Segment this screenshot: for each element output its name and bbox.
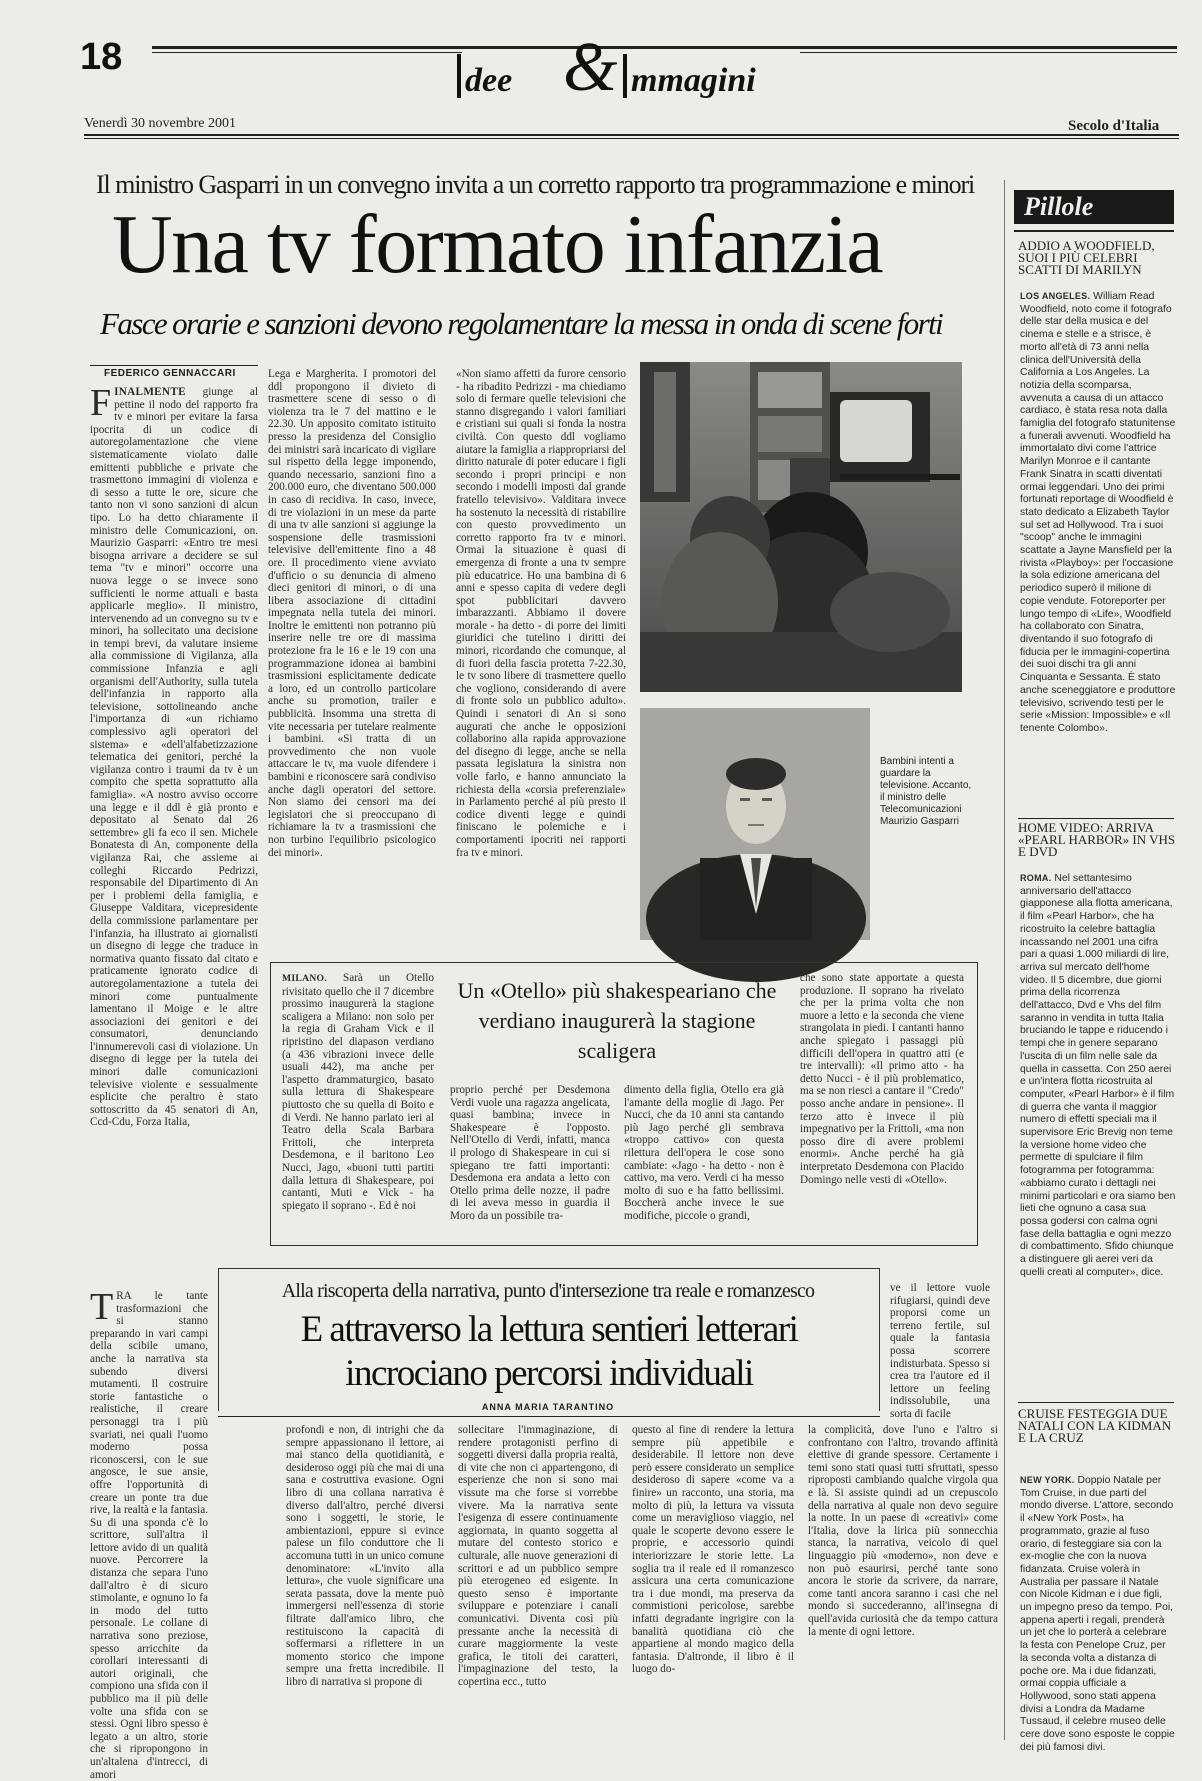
sidebar-divider-2 (1018, 1402, 1174, 1403)
otello-title: Un «Otello» più shakespeariano che verdiano inaugurerà la stagione scaligera (457, 978, 777, 1063)
section-logo-bar-i (457, 54, 461, 98)
otello-column-4 (800, 972, 964, 1240)
lettura-col3-text: sollecitare l'immaginazione, di rendere protagonisti perfino di soggetti diversi dalla propria realtà, di vite che non ci appartengono, di esperienze che non si sono mai vissute ma che forse si vorrebbe vivere. Ma la narrativa sente l'esigenza di essere continuamente aggiornata, in quanto soggetta al mutare del contesto storico e culturale, alle nuove generazioni di scrittori e ad un pubblico sempre più eterogeneo ed esigente. In questo senso è importante sviluppare e potenziare i canali comunicativi. Diventa così più pressante anche la necessità di curare maggiormente la veste grafica, le titoli dei caratteri, l'impaginazione del testo, la copertina ecc., tutto (458, 1424, 618, 1688)
newspaper-name: Secolo d'Italia (1068, 118, 1160, 134)
lettura-column-5-top (890, 1282, 990, 1420)
section-logo-bar-i2 (623, 54, 627, 98)
lettura-col5-top-text: ve il lettore vuole rifugiarsi, quindi deve proporsi come un terreno fertile, sul quale la fantasia possa scorrere indisturbata. Spesso si crea tra l'autore ed il lettore un feeling indissolubile, una sorta di facile (890, 1282, 990, 1420)
main-col2-text: Lega e Margherita. I promotori del ddl propongono il divieto di trasmettere scene di sesso o di violenza tra le 7 del mattino e le 22.30. Un apposito comitato istituito presso la presidenza del Consiglio dei ministri sarà incaricato di vigilare sul rispetto della legge imponendo, quando necessario, sanzioni fino a 200.000 euro, che diventano 500.000 in caso di recidiva. In caso, invece, di tre violazioni in un mese da parte di una tv alle sanzioni si aggiunge la sospensione delle trasmissioni televisive dell'emittente fino a 48 ore. Il procedimento viene avviato d'ufficio o su denuncia di almeno dieci genitori di minori, o di una libera associazione di cittadini impegnata nella tutela dei minori. Inoltre le emittenti non potranno più inserire nelle tre ore di massima protezione fra le 16 e le 19 con una programmazione idonea ai bambini trasmissioni esplicitamente dedicate a loro, ed un controllo particolare anche su promotion, trailer e pubblicità. Insomma una stretta di vite necessaria per tutelare realmente i bambini. «Si tratta di un provvedimento che non vuole attaccare le tv, ma vuole difendere i bambini e riconoscere sarà condiviso anche dagli operatori del settore. Non siamo dei censori ma dei legislatori che si preoccupano di richiamare la tv a trasmissioni che non turbino l'equilibrio psicologico dei minori». (268, 368, 436, 859)
section-logo-idee: dee (465, 62, 513, 99)
main-column-1 (90, 382, 258, 1129)
page-number: 18 (80, 36, 123, 78)
photo-minister-image (640, 708, 870, 940)
lettura-title-line1: E attraverso la lettura sentieri letterari (300, 1309, 798, 1350)
main-dropcap: F (90, 382, 112, 424)
sidebar-item1-title: ADDIO A WOODFIELD, SUOI I PIÙ CELEBRI SCATTI DI MARILYN (1018, 238, 1155, 277)
byline-rule (90, 365, 258, 366)
otello-col1-text: Sarà un Otello rivisitato quello che il 7 dicembre prossimo inaugurerà la stagione scaligera a Milano: non solo per la regia di Graham Vick e il ripristino del diapason verdiano (a 436 vibrazioni invece delle usuali 442), ma anche per l'aspetto drammaturgico, basato sulla lettura di Shakespeare piuttosto che su quella di Boito e di Verdi. Ne hanno parlato ieri al Teatro della Scala Barbara Frittoli, che interpreta Desdemona, e il baritono Leo Nucci, Jago, «buoni tutti partiti dalla lettura di Shakespeare, poi cantanti, Muti e Vick - ha spiegato il soprano -. Ed è noi (282, 972, 434, 1212)
main-kicker: Il ministro Gasparri in un convegno invita a un corretto rapporto tra programmazione e minori (96, 170, 975, 199)
sidebar-item2-city: ROMA. (1020, 873, 1052, 883)
main-lead: INALMENTE (114, 386, 186, 398)
main-column-2 (268, 368, 436, 880)
lettura-byline-rule (218, 1416, 880, 1417)
sidebar-item1-city: LOS ANGELES. (1020, 291, 1091, 301)
lettura-kicker: Alla riscoperta della narrativa, punto d'intersezione tra reale e romanzesco (281, 1280, 815, 1302)
sidebar-divider-1 (1018, 818, 1174, 819)
otello-col4-text: che sono state apportate a questa produzione. Il soprano ha rivelato che per la prima volta che non muore a letto e la seconda che viene strangolata in piedi. I cantanti hanno anche spiegato i passaggi più difficili dell'opera in quattro atti (e tre intervalli): «Il primo atto - ha detto Nucci - è il più problematico, ma se non riesci a cantare il "Credo" posso anche andare in pensione». Il terzo atto è invece il più impegnativo per la Frittoli, «ma non posso dire di avere problemi enormi». Anche perché ha già interpretato Desdemona con Placido Domingo nelle vesti di «Otello». (800, 972, 964, 1186)
section-logo (455, 30, 815, 110)
sidebar-item3-city: NEW YORK. (1020, 1475, 1075, 1485)
main-col1-text: giunge al pettine il nodo del rapporto fra tv e minori per evitare la farsa ipocrita di un codice di autoregolamentazione che viene sistematicamente violato dalle emittenti pubbliche e private che trasmettono immagini di violenza e di sesso a tutte le ore, sicure che tanto non vi sono sanzioni di alcun tipo. Lo ha detto chiaramente il ministro delle Comunicazioni, on. Maurizio Gasparri: «Entro tre mesi bisogna arrivare a decidere se sul tema "tv e minori" occorre una nuova legge o se invece sono sufficienti le norme attuali e basta applicarle meglio». Il ministro, intervenendo ad un convegno su tv e minori, ha sollecitato una decisione in tempi brevi, da valutare insieme alla commissione di Vigilanza, alla commissione Infanzia e agli organismi dell'Authority, sulla tutela dell'infanzia in rapporto alla televisione, sottolineando anche l'importanza di «un richiamo complessivo agli operatori del sistema» e «dell'alfabetizzazione telematica dei genitori, perché la vigilanza contro i traumi da tv è un compito che spetta soprattutto alla famiglia». «A nostro avviso occorre una legge e il ddl è già pronto e depositato al Senato dal 26 settembre» gli fa eco il sen. Michele Bonatesta di An, componente della vigilanza Rai, che assieme ai colleghi Riccardo Pedrizzi, responsabile del Dipartimento di An per i problemi della famiglia, e Giuseppe Valditara, vicepresidente della commissione parlamentare per l'infanzia, ha illustrato ai giornalisti un disegno di legge che traduce in normativa quanto fissato dal citato e praticamente ignorato codice di autoregolamentazione a tutela dei minori come puntualmente lamentano il Moige e le altre associazioni dei genitori e dei consumatori, denunciando l'innumerevoli casi di violazione. Un disegno di legge per la tutela dei minori dalle comunicazioni televisive violente e sessualmente esplicite che peraltro è stato sottoscritto da 45 senatori di An, Ccd-Cdu, Forza Italia, (90, 386, 258, 1129)
lettura-column-3 (458, 1424, 618, 1742)
main-headline: Una tv formato infanzia (112, 198, 883, 291)
sidebar-item2-text: Nel settantesimo anniversario dell'attacco giapponese alla flotta americana, il film «Pearl Harbor», che ha ricostruito la celebre battaglia incassando nel 2001 una cifra pari a quasi 1.000 miliardi di lire, arriva sul mercato dell'home video. Il 5 dicembre, due giorni prima della ricorrenza dell'attacco, Dvd e Vhs del film saranno in vendita in tutta Italia bruciando le tappe e riducendo i tempi che in genere separano l'uscita di un film nelle sale da quella in cassetta. Con 250 aerei e un'intera flotta ricostruita al computer, «Pearl Harbor» è il film di guerra che vanta il maggior numero di effetti speciali ma il supervisore Eric Brevig non teme la versione home video che permette di spulciare il film fotogramma per fotogramma: «abbiamo curato i dettagli nei minimi particolari e ora siamo ben lieti che ognuno a casa sua possa godersi con calma ogni fase della battaglia e ogni mezzo di combattimento. Sfido chiunque a distinguere gli aerei veri da quelli creati al computer», dice. (1020, 873, 1176, 1278)
lettura-dropcap: T (90, 1286, 114, 1328)
main-subheadline: Fasce orarie e sanzioni devono regolamentare la messa in onda di scene forti (100, 306, 943, 341)
date-rule-thin (84, 138, 1179, 139)
photo-children-tv (640, 362, 962, 692)
lettura-column-4 (632, 1424, 794, 1742)
lettura-column-2 (286, 1424, 444, 1742)
main-byline: FEDERICO GENNACCARI (104, 368, 236, 379)
sidebar-item1-text: William Read Woodfield, noto come il fotografo delle star della musica e del cinema e stelle e a strisce, è morto all'età di 73 anni nella clinica dell'Università della California a Los Angeles. La notizia della scomparsa, avvenuta a causa di un attacco cardiaco, è stata resa nota dalla famiglia del fotografo statunitense a funerali avvenuti. Woodfield ha immortalato divi come l'attrice Marilyn Monroe e il cantante Frank Sinatra in scatti diventati ormai leggendari. Uno dei primi fortunati reportage di Woodfield è stato dedicato a Elizabeth Taylor sul set ad Hollywood. Tra i suoi "scoop" anche le immagini scattate a Jayne Mansfield per la rivista «Playboy»: per l'occasione la sola edizione americana del periodico superò il milione di copie vendute. Fotoreporter per lungo tempo di «Life», Woodfield ha collaborato con Sinatra, diventando il suo fotografo di fiducia per le immagini-copertina dei suoi dischi tra gli anni Cinquanta e Sessanta. È stato anche sceneggiatore e produttore televisivo, scrivendo testi per le serie «Mission: Impossible» e «Il tenente Colombo». (1020, 291, 1176, 734)
lettura-byline: ANNA MARIA TARANTINO (481, 1402, 615, 1412)
otello-column-3 (624, 1084, 784, 1240)
sidebar-item3-text: Doppio Natale per Tom Cruise, in due parti del mondo diverse. L'attore, secondo il «New York Post», ha programmato, grazie al fuso orario, di festeggiare sia con la ex-moglie che con la nuova fidanzata. Cruise volerà in Australia per passare il Natale con Nicole Kidman e i due figli, un impegno preso da tempo. Poi, appena aperti i regali, prenderà un jet che lo porterà a celebrare la festa con Penelope Cruz, per la seconda volta a distanza di poche ore. Ma i due fidanzati, ormai coppia ufficiale a Hollywood, sono stati appena divisi a Londra da Madame Tussaud, il celebre museo delle cere dove sono esposte le coppie dei più famosi divi. (1020, 1475, 1175, 1753)
sidebar-item1-body (1020, 290, 1176, 810)
lettura-col2-text: profondi e non, di intrighi che da sempre appassionano il lettore, ai mai stanco della quotidianità, e desideroso oggi più che mai di una sana e costruttiva evasione. Ogni libro di una collana narrativa è diverso dall'altro, perché diversi sono i soggetti, le storie, le ambientazioni, eppure si evince palese un filo conduttore che li accomuna tutti in un unico comune denominatore: «L'invito alla lettura», che vuole significare una serata passata, dove la mente può immergersi nell'essenza di storie filtrate dall'amico libro, che restituiscono la capacità di soffermarsi a riflettere in un momento storico che impone sempre una fretta incredibile. Il libro di narrativa si propone di (286, 1424, 444, 1688)
photo-minister-gasparri (640, 708, 870, 940)
main-column-3 (456, 368, 626, 880)
otello-column-1 (282, 972, 434, 1240)
lettura-column-5 (808, 1424, 998, 1742)
sidebar-item2-body (1020, 872, 1176, 1396)
pillole-logo: Pillole (1024, 192, 1094, 221)
sidebar-item2-title: HOME VIDEO: ARRIVA «PEARL HARBOR» IN VHS E DVD (1018, 820, 1176, 859)
otello-column-2 (450, 1084, 610, 1240)
otello-col2-text: proprio perché per Desdemona Verdi vuole una ragazza angelicata, quasi bambina; invece in Shakespeare è l'opposto. Nell'Otello di Verdi, infatti, manca il prologo di Shakespeare in cui si spiegano tre fatti importanti: Desdemona era andata a letto con Otello prima delle nozze, il padre di lei aveva messo in guardia il Moro da un possibile tra- (450, 1084, 610, 1222)
page-date: Venerdì 30 novembre 2001 (84, 116, 237, 131)
section-logo-ampersand: & (563, 29, 618, 106)
lettura-column-1 (90, 1286, 208, 1781)
header-rule-2 (152, 52, 462, 53)
lettura-col5-text: la complicità, dove l'uno e l'altro si confrontano con l'altro, trovando affinità elettive di grande spessore. Certamente i temi sono stati quasi tutti sfruttati, spesso riproposti cambiando qualche virgola qua e là. Si assiste quindi ad un crepuscolo della narrativa al quale non devo seguire la notte. In un paese di «creativi» come l'Italia, dove la lirica più sonnecchia stanca, la narrativa, veicolo di quel linguaggio più «moderno», non deve e non può esaurirsi, perché tante sono ancora le storie da scrivere, da narrare, come tanti ancora saranno i casi che nel mondo si succederanno, all'insegna di quell'avida curiosità che da tempo cattura la mente di ogni lettore. (808, 1424, 998, 1638)
lettura-title-line2: incrociano percorsi individuali (345, 1353, 753, 1394)
pillole-rule (1014, 230, 1174, 232)
lettura-col1-text: RA le tante trasformazioni che si stanno preparando in vari campi della scibile umano, anche la narrativa sta subendo diversi mutamenti. Il costruire storie fantastiche o realistiche, il creare personaggi tra i più svariati, nei quali l'uomo moderno possa riconoscersi, con le sue angosce, le sue ansie, offre l'opportunità di creare un ponte tra due rive, la realtà e la fantasia. Su di una sponda c'è lo scrittore, sull'altra il lettore avido di un qualità nuove. Percorrere la distanza che separa l'uno dall'altro è di sicuro stimolante, e ognuno lo fa in modo del tutto personale. Le collane di narrativa sono preziose, spesso arricchite da corollari interessanti di autori originali, che compiono una sfida con il pubblico ma il più delle volte una sfida con se stessi. Ogni libro spesso è legato a un altro, storie che si ripropongono in un'altalena d'intrecci, di amori (90, 1290, 208, 1781)
sidebar-item3-body (1020, 1474, 1176, 1753)
otello-city: MILANO. (282, 973, 328, 984)
date-rule (84, 134, 1179, 136)
section-logo-immagini: mmagini (631, 62, 756, 99)
sidebar-separator (1004, 180, 1005, 1740)
lettura-col4-text: questo al fine di rendere la lettura sempre più appetibile e desiderabile. Il lettore non deve però essere considerato un semplice desideroso di sapere «come va a finire» un racconto, una storia, ma molto di più, la lettura va vissuta come un meraviglioso viaggio, nel quale le scoperte devono essere le proprie, e accessorio quindi interiorizzare le storie lette. La soglia tra il reale ed il romanzesco assicura una certa comunicazione tra i due mondi, ma preserva da commistioni pericolose, sarebbe infatti degradante ingrigire con la banalità quotidiana ciò che appartiene al mondo magico della fantasia. D'altronde, il libro è il luogo do- (632, 1424, 794, 1676)
otello-col3-text: dimento della figlia, Otello era già l'amante della moglie di Jago. Per Nucci, che da 10 anni sta cantando più Jago perché gli sembrava «troppo cattivo» con questa rilettura dell'opera le cose sono cambiate: «Jago - ha detto - non è cattivo, ma vero. Verdi ci ha messo molto di suo e ha fatto bellissimi. Boccherà anche invece le sue modifiche, piccole o grandi, (624, 1084, 784, 1222)
main-col3-text: «Non siamo affetti da furore censorio - ha ribadito Pedrizzi - ma chiediamo solo di fermare quelle televisioni che stanno disgregando i valori familiari e cristiani sui quali si fonda la nostra civiltà. Con questo ddl vogliamo aiutare la famiglia a riappropriarsi del diritto naturale di poter educare i figli secondo i propri principi e non secondo i modelli imposti dal grande fratello televisivo». Valditara invece ha sostenuto la necessità di ristabilire con questo provvedimento un corretto rapporto fra tv e minori. Ormai la situazione è quasi di emergenza di fronte a una tv sempre più educatrice. Ho una bambina di 6 anni e spesso capita di vedere degli spot pubblicitari davvero imbarazzanti. Abbiamo il dovere morale - ha detto - di porre dei limiti giuridici che tutelino i diritti dei minori, ricordando che comunque, al di fuori della fascia protetta 7-22.30, le tv sono libere di trasmettere quello che vogliono, considerando di avere di fronte solo un pubblico adulto». Quindi i senatori di An si sono augurati che anche le opposizioni collaborino alla rapida approvazione del disegno di legge, anche se nella passata legislatura la sinistra non volle farlo, e hanno annunciato la richiesta della «corsia preferenziale» in Parlamento perché al più presto il codice diventi legge e quindi finiscano le polemiche e i comportamenti ipocriti nei rapporti fra tv e minori. (456, 368, 626, 859)
photo-caption: Bambini intenti a guardare la televisione. Accanto, il ministro delle Telecomunicazioni Maurizio Gasparri (880, 756, 972, 827)
sidebar-item3-title: CRUISE FESTEGGIA DUE NATALI CON LA KIDMAN E LA CRUZ (1018, 1406, 1172, 1445)
photo-children-tv-image (640, 362, 962, 692)
header-rule-3 (800, 52, 1177, 53)
